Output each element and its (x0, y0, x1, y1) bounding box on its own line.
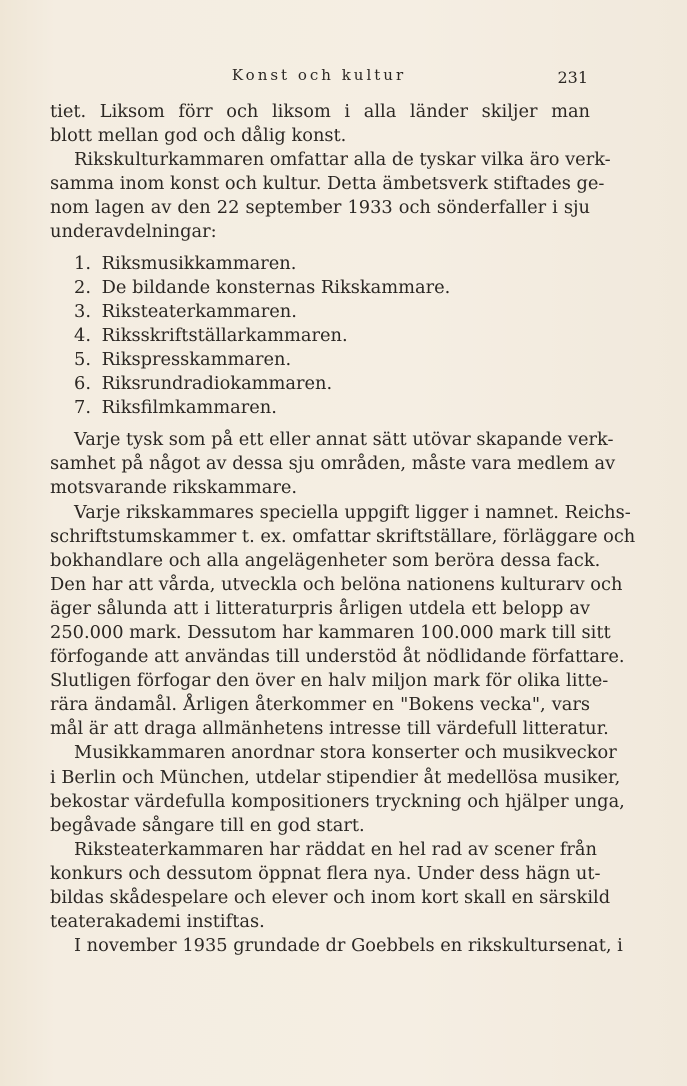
list-item (50, 396, 590, 420)
list-item (50, 372, 590, 396)
text-line: samma inom konst och kultur. Detta ämbetsverk stiftades ge- (50, 173, 605, 195)
text-line: samhet på något av dessa sju områden, måste vara medlem av (50, 453, 616, 475)
paragraph (50, 100, 590, 148)
list-text: Riksrundradiokammaren. (101, 373, 333, 395)
list-item (50, 348, 590, 372)
text-line: bokhandlare och alla angelägenheter som beröra dessa fack. (50, 549, 601, 571)
text-line: I november 1935 grundade dr Goebbels en rikskultursenat, i (74, 935, 623, 957)
paragraph (50, 428, 616, 500)
page-number: 231 (557, 68, 588, 87)
text-line: mål är att draga allmänhetens intresse till värdefull litteratur. (50, 718, 609, 740)
text-line: Slutligen förfogar den över en halv miljon mark för olika litte- (50, 670, 609, 692)
text-line: bekostar värdefulla kompositioners tryckning och hjälper unga, (50, 790, 625, 812)
text-line: underavdelningar: (50, 221, 217, 243)
page-header (50, 64, 588, 88)
list-text: De bildande konsternas Rikskammare. (101, 276, 451, 298)
paragraph (50, 501, 636, 742)
text-line: Den har att vårda, utveckla och belöna nationens kulturarv och (50, 573, 623, 595)
list-item (50, 276, 590, 300)
list-number: 3. (74, 300, 91, 322)
list-number: 7. (74, 397, 91, 419)
text-line: tiet. Liksom förr och liksom i alla länder skiljer man (50, 101, 590, 122)
list-text: Riksteaterkammaren. (101, 300, 297, 322)
list-item (50, 300, 590, 324)
paragraph (50, 148, 611, 244)
list-number: 4. (74, 324, 91, 346)
text-line: Varje rikskammares speciella uppgift ligger i namnet. Reichs- (74, 501, 631, 523)
text-line: konkurs och dessutom öppnat flera nya. Under dess hägn ut- (50, 862, 601, 884)
list-number: 5. (74, 348, 91, 370)
text-line: förfogande att användas till understöd åt nödlidande författare. (50, 646, 625, 668)
numbered-list (50, 252, 590, 421)
text-line: blott mellan god och dålig konst. (50, 125, 347, 147)
text-line: Riksteaterkammaren har räddat en hel rad av scener från (74, 838, 597, 860)
text-line: begåvade sångare till en god start. (50, 814, 365, 836)
paragraph (50, 741, 625, 837)
text-line: rära ändamål. Årligen återkommer en "Bokens vecka", vars (50, 694, 590, 716)
list-text: Rikspresskammaren. (101, 348, 292, 370)
list-text: Riksskriftställarkammaren. (101, 324, 348, 346)
text-line: bildas skådespelare och elever och inom kort skall en särskild (50, 887, 611, 908)
paragraph (50, 934, 623, 958)
list-number: 2. (74, 276, 91, 298)
list-item (50, 324, 590, 348)
text-line: schriftstumskammer t. ex. omfattar skriftställare, förläggare och (50, 525, 636, 547)
list-number: 6. (74, 373, 91, 395)
text-line: teaterakademi instiftas. (50, 911, 265, 933)
text-line: Varje tysk som på ett eller annat sätt utövar skapande verk- (74, 429, 614, 451)
text-line: 250.000 mark. Dessutom har kammaren 100.000 mark till sitt (50, 621, 611, 643)
text-line: äger sålunda att i litteraturpris årligen utdela ett belopp av (50, 597, 590, 619)
text-line: Rikskulturkammaren omfattar alla de tyskar vilka äro verk- (74, 149, 611, 171)
text-line: Musikkammaren anordnar stora konserter och musikveckor (74, 742, 617, 764)
text-line: nom lagen av den 22 september 1933 och sönderfaller i sju (50, 197, 590, 219)
list-text: Riksfilmkammaren. (101, 397, 277, 419)
text-line: motsvarande rikskammare. (50, 477, 298, 499)
paragraph (50, 838, 611, 934)
body-text (50, 100, 636, 958)
running-head: Konst och kultur (231, 66, 407, 84)
list-number: 1. (74, 252, 91, 274)
list-text: Riksmusikkammaren. (101, 252, 297, 274)
text-line: i Berlin och München, utdelar stipendier åt medellösa musiker, (50, 766, 621, 788)
list-item (50, 252, 590, 276)
